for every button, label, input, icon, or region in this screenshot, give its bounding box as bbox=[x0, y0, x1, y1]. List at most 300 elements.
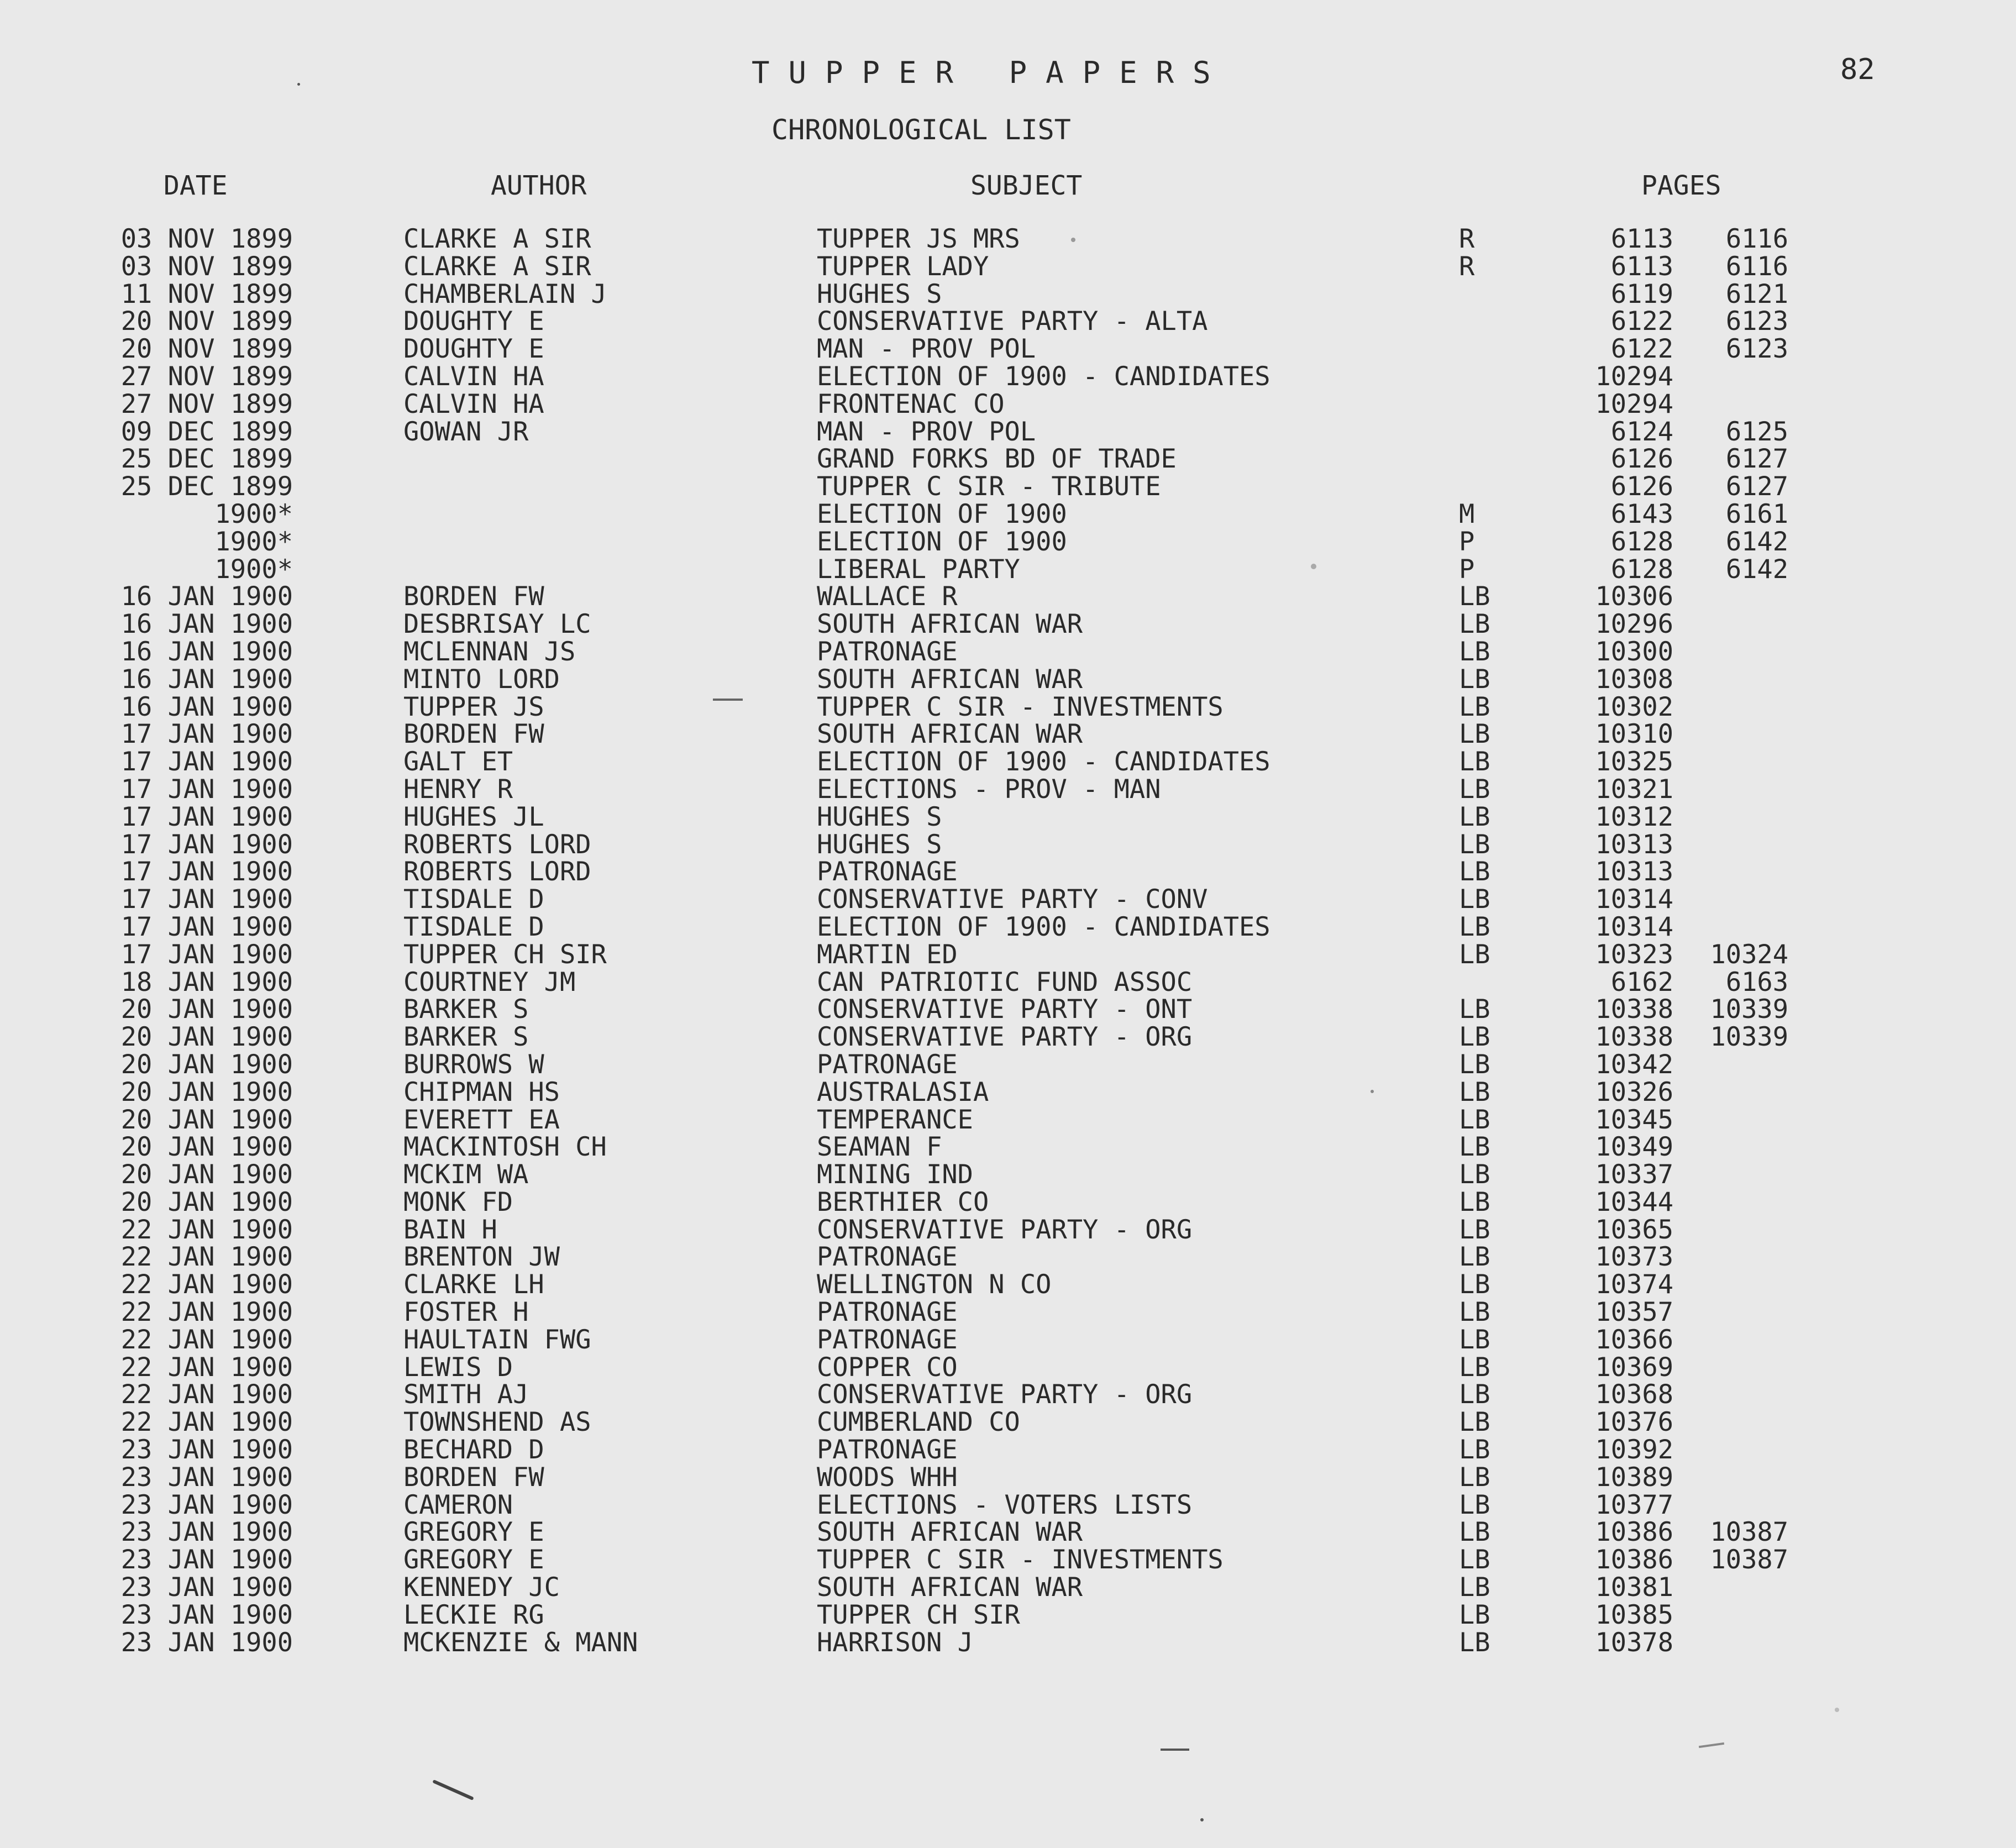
entry-date: 22 JAN 1900 bbox=[120, 1379, 293, 1410]
list-row bbox=[0, 556, 2016, 584]
entry-author: CHIPMAN HS bbox=[403, 1077, 560, 1107]
scan-speck bbox=[1071, 238, 1075, 242]
entry-subject: SOUTH AFRICAN WAR bbox=[817, 609, 1083, 640]
entry-date: 16 JAN 1900 bbox=[120, 636, 293, 667]
entry-date: 16 JAN 1900 bbox=[120, 691, 293, 722]
entry-page-start: 10366 bbox=[1595, 1324, 1673, 1355]
entry-page-start: 10357 bbox=[1595, 1297, 1673, 1328]
entry-subject: WOODS WHH bbox=[817, 1462, 958, 1493]
entry-subject: ELECTION OF 1900 bbox=[817, 526, 1067, 557]
entry-date: 17 JAN 1900 bbox=[120, 911, 293, 942]
document-title: TUPPER PAPERS bbox=[752, 55, 1230, 90]
list-row bbox=[0, 1051, 2016, 1079]
entry-author: TUPPER CH SIR bbox=[403, 939, 607, 970]
entry-code: LB bbox=[1459, 1049, 1490, 1080]
entry-page-start: 10294 bbox=[1595, 361, 1673, 392]
list-row bbox=[0, 666, 2016, 694]
entry-page-start: 6126 bbox=[1610, 471, 1673, 502]
list-row bbox=[0, 1299, 2016, 1326]
entry-code: LB bbox=[1459, 911, 1490, 942]
list-row bbox=[0, 1161, 2016, 1189]
list-row bbox=[0, 611, 2016, 638]
entry-page-start: 6119 bbox=[1610, 279, 1673, 309]
column-header-subject: SUBJECT bbox=[970, 170, 1083, 201]
entry-page-start: 10323 bbox=[1595, 939, 1673, 970]
entry-code: LB bbox=[1459, 719, 1490, 750]
entry-page-end: 6127 bbox=[1725, 444, 1788, 475]
entry-code: LB bbox=[1459, 636, 1490, 667]
entry-code: LB bbox=[1459, 1077, 1490, 1107]
list-row bbox=[0, 858, 2016, 886]
entry-page-start: 10325 bbox=[1595, 747, 1673, 778]
entry-page-end: 6163 bbox=[1725, 967, 1788, 998]
entry-subject: TUPPER C SIR - INVESTMENTS bbox=[817, 1545, 1224, 1576]
entry-subject: ELECTION OF 1900 bbox=[817, 498, 1067, 529]
entry-subject: TEMPERANCE bbox=[817, 1104, 973, 1135]
entry-code: LB bbox=[1459, 1352, 1490, 1383]
entry-page-start: 6122 bbox=[1610, 306, 1673, 337]
entry-author: LEWIS D bbox=[403, 1352, 513, 1383]
entry-subject: GRAND FORKS BD OF TRADE bbox=[817, 444, 1177, 475]
entry-date: 16 JAN 1900 bbox=[120, 664, 293, 695]
entry-author: MONK FD bbox=[403, 1186, 513, 1217]
entry-date: 23 JAN 1900 bbox=[120, 1489, 293, 1520]
list-row bbox=[0, 941, 2016, 969]
entry-code: LB bbox=[1459, 801, 1490, 832]
entry-code: LB bbox=[1459, 1132, 1490, 1163]
entry-page-start: 6128 bbox=[1610, 526, 1673, 557]
entry-page-start: 10342 bbox=[1595, 1049, 1673, 1080]
entry-author: FOSTER H bbox=[403, 1297, 529, 1328]
entry-code: LB bbox=[1459, 1572, 1490, 1603]
entry-subject: ELECTIONS - PROV - MAN bbox=[817, 774, 1161, 805]
entry-page-start: 10338 bbox=[1595, 994, 1673, 1025]
entry-page-start: 10374 bbox=[1595, 1269, 1673, 1300]
entry-code: LB bbox=[1459, 1627, 1490, 1658]
entry-page-end: 6123 bbox=[1725, 334, 1788, 365]
entry-subject: FRONTENAC CO bbox=[817, 389, 1005, 419]
entry-author: KENNEDY JC bbox=[403, 1572, 560, 1603]
entry-subject: PATRONAGE bbox=[817, 1242, 958, 1273]
entry-code: LB bbox=[1459, 1379, 1490, 1410]
entry-author: MACKINTOSH CH bbox=[403, 1132, 607, 1163]
entry-date: 20 JAN 1900 bbox=[120, 994, 293, 1025]
entry-date: 1900* bbox=[214, 554, 293, 585]
list-row bbox=[0, 831, 2016, 859]
entry-subject: TUPPER C SIR - INVESTMENTS bbox=[817, 691, 1224, 722]
list-row bbox=[0, 1186, 2016, 1217]
entry-subject: PATRONAGE bbox=[817, 1049, 958, 1080]
entry-code: LB bbox=[1459, 1489, 1490, 1520]
entry-subject: SOUTH AFRICAN WAR bbox=[817, 719, 1083, 750]
entry-date: 20 JAN 1900 bbox=[120, 1132, 293, 1163]
list-row bbox=[0, 1489, 2016, 1520]
entry-page-start: 10294 bbox=[1595, 389, 1673, 419]
entry-date: 22 JAN 1900 bbox=[120, 1214, 293, 1245]
entry-subject: CONSERVATIVE PARTY - ORG bbox=[817, 1022, 1193, 1053]
entry-author: HUGHES JL bbox=[403, 801, 544, 832]
entry-subject: SOUTH AFRICAN WAR bbox=[817, 1572, 1083, 1603]
entry-author: BARKER S bbox=[403, 1022, 529, 1053]
entry-date: 1900* bbox=[214, 498, 293, 529]
entry-author: GOWAN JR bbox=[403, 416, 529, 447]
entry-subject: WALLACE R bbox=[817, 581, 958, 612]
entry-code: LB bbox=[1459, 1324, 1490, 1355]
page-number: 82 bbox=[1840, 53, 1875, 86]
entry-date: 16 JAN 1900 bbox=[120, 581, 293, 612]
entry-author: CLARKE A SIR bbox=[403, 224, 591, 254]
entry-page-start: 6126 bbox=[1610, 444, 1673, 475]
entry-subject: MAN - PROV POL bbox=[817, 334, 1036, 365]
entry-page-end: 6127 bbox=[1725, 471, 1788, 502]
entry-author: CLARKE LH bbox=[403, 1269, 544, 1300]
list-row bbox=[0, 1519, 2016, 1546]
entry-code: LB bbox=[1459, 1517, 1490, 1548]
entry-author: COURTNEY JM bbox=[403, 967, 576, 998]
entry-date: 17 JAN 1900 bbox=[120, 719, 293, 750]
entry-page-start: 10389 bbox=[1595, 1462, 1673, 1493]
entry-subject: TUPPER JS MRS bbox=[817, 224, 1020, 254]
entry-subject: PATRONAGE bbox=[817, 1297, 958, 1328]
entry-page-start: 10314 bbox=[1595, 911, 1673, 942]
entry-code: LB bbox=[1459, 1242, 1490, 1273]
entry-page-start: 10365 bbox=[1595, 1214, 1673, 1245]
entry-author: CLARKE A SIR bbox=[403, 251, 591, 282]
list-row bbox=[0, 308, 2016, 335]
entry-author: TOWNSHEND AS bbox=[403, 1407, 591, 1438]
list-row bbox=[0, 1464, 2016, 1492]
entry-page-start: 10345 bbox=[1595, 1104, 1673, 1135]
entry-page-end: 6161 bbox=[1725, 498, 1788, 529]
scan-mark bbox=[713, 699, 743, 701]
scan-speck bbox=[1371, 1090, 1374, 1093]
entry-author: LECKIE RG bbox=[403, 1599, 544, 1630]
entry-subject: SOUTH AFRICAN WAR bbox=[817, 664, 1083, 695]
list-row bbox=[0, 253, 2016, 281]
scan-mark bbox=[1699, 1742, 1724, 1748]
list-row bbox=[0, 996, 2016, 1023]
scan-speck bbox=[1200, 1818, 1204, 1821]
column-header-pages: PAGES bbox=[1641, 170, 1721, 201]
list-row bbox=[0, 498, 2016, 529]
list-row bbox=[0, 969, 2016, 996]
entry-date: 27 NOV 1899 bbox=[120, 389, 293, 419]
entry-page-start: 10377 bbox=[1595, 1489, 1673, 1520]
entry-subject: LIBERAL PARTY bbox=[817, 554, 1020, 585]
entry-date: 20 JAN 1900 bbox=[120, 1186, 293, 1217]
entry-code: LB bbox=[1459, 747, 1490, 778]
entry-code: LB bbox=[1459, 1186, 1490, 1217]
entry-page-end: 6125 bbox=[1725, 416, 1788, 447]
entry-page-start: 10386 bbox=[1595, 1517, 1673, 1548]
entry-author: HENRY R bbox=[403, 774, 513, 805]
list-row bbox=[0, 886, 2016, 914]
entry-subject: ELECTION OF 1900 - CANDIDATES bbox=[817, 747, 1271, 778]
entry-author: CHAMBERLAIN J bbox=[403, 279, 607, 309]
entry-author: GREGORY E bbox=[403, 1517, 544, 1548]
entry-page-start: 10392 bbox=[1595, 1435, 1673, 1466]
entry-code: LB bbox=[1459, 884, 1490, 915]
entry-date: 03 NOV 1899 bbox=[120, 251, 293, 282]
entry-subject: CONSERVATIVE PARTY - ORG bbox=[817, 1214, 1193, 1245]
list-row bbox=[0, 1546, 2016, 1574]
entry-code: P bbox=[1459, 554, 1475, 585]
entry-author: BORDEN FW bbox=[403, 719, 544, 750]
entry-page-end: 10339 bbox=[1710, 994, 1788, 1025]
entry-subject: ELECTION OF 1900 - CANDIDATES bbox=[817, 361, 1271, 392]
entry-page-start: 10308 bbox=[1595, 664, 1673, 695]
list-row bbox=[0, 1243, 2016, 1271]
entry-code: R bbox=[1459, 224, 1475, 254]
entry-author: SMITH AJ bbox=[403, 1379, 529, 1410]
entry-page-start: 6113 bbox=[1610, 251, 1673, 282]
entry-subject: COPPER CO bbox=[817, 1352, 958, 1383]
entry-page-start: 10313 bbox=[1595, 829, 1673, 860]
entry-date: 20 NOV 1899 bbox=[120, 306, 293, 337]
entry-page-start: 10373 bbox=[1595, 1242, 1673, 1273]
entry-page-end: 6142 bbox=[1725, 554, 1788, 585]
entry-code: M bbox=[1459, 498, 1475, 529]
entry-page-start: 10314 bbox=[1595, 884, 1673, 915]
entry-page-end: 10387 bbox=[1710, 1517, 1788, 1548]
entry-author: BORDEN FW bbox=[403, 581, 544, 612]
entry-subject: BERTHIER CO bbox=[817, 1186, 989, 1217]
entry-date: 22 JAN 1900 bbox=[120, 1324, 293, 1355]
entry-page-end: 10324 bbox=[1710, 939, 1788, 970]
list-row bbox=[0, 225, 2016, 253]
entry-author: TUPPER JS bbox=[403, 691, 544, 722]
entry-subject: HUGHES S bbox=[817, 829, 942, 860]
entry-author: MINTO LORD bbox=[403, 664, 560, 695]
entry-subject: SOUTH AFRICAN WAR bbox=[817, 1517, 1083, 1548]
entry-page-start: 6124 bbox=[1610, 416, 1673, 447]
scan-speck bbox=[1835, 1708, 1839, 1712]
entry-code: LB bbox=[1459, 691, 1490, 722]
entry-date: 22 JAN 1900 bbox=[120, 1269, 293, 1300]
entry-subject: TUPPER CH SIR bbox=[817, 1599, 1020, 1630]
entry-date: 25 DEC 1899 bbox=[120, 444, 293, 475]
entry-code: LB bbox=[1459, 1104, 1490, 1135]
entry-page-start: 10326 bbox=[1595, 1077, 1673, 1107]
entry-subject: HUGHES S bbox=[817, 279, 942, 309]
entry-page-end: 6123 bbox=[1725, 306, 1788, 337]
entry-author: TISDALE D bbox=[403, 911, 544, 942]
entry-page-start: 6143 bbox=[1610, 498, 1673, 529]
entry-author: BURROWS W bbox=[403, 1049, 544, 1080]
list-row bbox=[0, 418, 2016, 446]
entry-date: 25 DEC 1899 bbox=[120, 471, 293, 502]
entry-page-start: 10369 bbox=[1595, 1352, 1673, 1383]
entry-page-start: 10321 bbox=[1595, 774, 1673, 805]
entry-author: DOUGHTY E bbox=[403, 334, 544, 365]
entry-code: LB bbox=[1459, 1214, 1490, 1245]
list-row bbox=[0, 1409, 2016, 1436]
entry-subject: CAN PATRIOTIC FUND ASSOC bbox=[817, 967, 1193, 998]
entry-code: LB bbox=[1459, 664, 1490, 695]
entry-date: 23 JAN 1900 bbox=[120, 1627, 293, 1658]
entry-subject: CUMBERLAND CO bbox=[817, 1407, 1020, 1438]
entry-subject: PATRONAGE bbox=[817, 857, 958, 888]
entry-date: 20 NOV 1899 bbox=[120, 334, 293, 365]
entry-date: 03 NOV 1899 bbox=[120, 224, 293, 254]
entry-author: CAMERON bbox=[403, 1489, 513, 1520]
scan-speck bbox=[1311, 564, 1316, 569]
list-row bbox=[0, 335, 2016, 363]
entry-author: CALVIN HA bbox=[403, 389, 544, 419]
list-row bbox=[0, 801, 2016, 832]
entry-subject: ELECTIONS - VOTERS LISTS bbox=[817, 1489, 1193, 1520]
list-row bbox=[0, 445, 2016, 473]
list-row bbox=[0, 1381, 2016, 1409]
entry-subject: HARRISON J bbox=[817, 1627, 973, 1658]
entry-page-start: 10378 bbox=[1595, 1627, 1673, 1658]
entry-date: 23 JAN 1900 bbox=[120, 1435, 293, 1466]
entry-page-start: 10296 bbox=[1595, 609, 1673, 640]
entry-page-end: 10387 bbox=[1710, 1545, 1788, 1576]
entry-author: ROBERTS LORD bbox=[403, 829, 591, 860]
entry-subject: TUPPER LADY bbox=[817, 251, 989, 282]
entry-date: 17 JAN 1900 bbox=[120, 774, 293, 805]
entry-code: LB bbox=[1459, 994, 1490, 1025]
entry-date: 20 JAN 1900 bbox=[120, 1022, 293, 1053]
entry-code: LB bbox=[1459, 939, 1490, 970]
list-row bbox=[0, 363, 2016, 391]
entry-author: MCKIM WA bbox=[403, 1159, 529, 1190]
entry-date: 27 NOV 1899 bbox=[120, 361, 293, 392]
entry-author: DOUGHTY E bbox=[403, 306, 544, 337]
list-row bbox=[0, 911, 2016, 942]
list-row bbox=[0, 528, 2016, 556]
document-subtitle: CHRONOLOGICAL LIST bbox=[771, 114, 1071, 146]
entry-page-end: 6121 bbox=[1725, 279, 1788, 309]
list-row bbox=[0, 391, 2016, 418]
entry-code: LB bbox=[1459, 1269, 1490, 1300]
list-row bbox=[0, 1599, 2016, 1630]
list-row bbox=[0, 748, 2016, 776]
entry-author: GALT ET bbox=[403, 747, 513, 778]
entry-date: 20 JAN 1900 bbox=[120, 1049, 293, 1080]
entry-page-start: 10313 bbox=[1595, 857, 1673, 888]
list-row bbox=[0, 1354, 2016, 1382]
entry-date: 22 JAN 1900 bbox=[120, 1352, 293, 1383]
entry-author: BECHARD D bbox=[403, 1435, 544, 1466]
entry-date: 17 JAN 1900 bbox=[120, 801, 293, 832]
entry-code: LB bbox=[1459, 857, 1490, 888]
scan-mark bbox=[1161, 1749, 1189, 1751]
list-row bbox=[0, 473, 2016, 501]
entry-page-end: 6116 bbox=[1725, 251, 1788, 282]
entry-page-start: 6113 bbox=[1610, 224, 1673, 254]
entry-code: R bbox=[1459, 251, 1475, 282]
entry-page-start: 10312 bbox=[1595, 801, 1673, 832]
list-row bbox=[0, 583, 2016, 611]
entry-code: LB bbox=[1459, 1022, 1490, 1053]
list-row bbox=[0, 638, 2016, 666]
list-row bbox=[0, 691, 2016, 722]
entry-author: EVERETT EA bbox=[403, 1104, 560, 1135]
entry-code: LB bbox=[1459, 1462, 1490, 1493]
list-row bbox=[0, 1023, 2016, 1051]
column-header-author: AUTHOR bbox=[491, 170, 587, 201]
entry-code: P bbox=[1459, 526, 1475, 557]
entry-page-start: 10338 bbox=[1595, 1022, 1673, 1053]
entry-date: 11 NOV 1899 bbox=[120, 279, 293, 309]
entry-date: 20 JAN 1900 bbox=[120, 1077, 293, 1107]
entry-code: LB bbox=[1459, 609, 1490, 640]
list-row bbox=[0, 1106, 2016, 1134]
entry-date: 17 JAN 1900 bbox=[120, 939, 293, 970]
entry-code: LB bbox=[1459, 829, 1490, 860]
entry-page-start: 10385 bbox=[1595, 1599, 1673, 1630]
entry-author: TISDALE D bbox=[403, 884, 544, 915]
list-row bbox=[0, 281, 2016, 308]
entry-author: BARKER S bbox=[403, 994, 529, 1025]
entry-page-start: 10337 bbox=[1595, 1159, 1673, 1190]
entry-subject: SEAMAN F bbox=[817, 1132, 942, 1163]
entry-date: 20 JAN 1900 bbox=[120, 1159, 293, 1190]
entry-date: 23 JAN 1900 bbox=[120, 1572, 293, 1603]
entry-date: 23 JAN 1900 bbox=[120, 1462, 293, 1493]
entry-date: 09 DEC 1899 bbox=[120, 416, 293, 447]
entry-subject: CONSERVATIVE PARTY - ALTA bbox=[817, 306, 1208, 337]
list-row bbox=[0, 1629, 2016, 1657]
list-row bbox=[0, 1133, 2016, 1161]
entry-author: BORDEN FW bbox=[403, 1462, 544, 1493]
entry-page-start: 10381 bbox=[1595, 1572, 1673, 1603]
entry-author: HAULTAIN FWG bbox=[403, 1324, 591, 1355]
entry-subject: CONSERVATIVE PARTY - ONT bbox=[817, 994, 1193, 1025]
entry-date: 23 JAN 1900 bbox=[120, 1517, 293, 1548]
list-row bbox=[0, 721, 2016, 748]
entry-author: BRENTON JW bbox=[403, 1242, 560, 1273]
entry-subject: ELECTION OF 1900 - CANDIDATES bbox=[817, 911, 1271, 942]
entry-code: LB bbox=[1459, 1435, 1490, 1466]
entry-date: 20 JAN 1900 bbox=[120, 1104, 293, 1135]
entry-page-start: 10302 bbox=[1595, 691, 1673, 722]
entry-code: LB bbox=[1459, 581, 1490, 612]
entry-page-start: 10349 bbox=[1595, 1132, 1673, 1163]
entry-page-start: 6128 bbox=[1610, 554, 1673, 585]
entry-page-end: 6116 bbox=[1725, 224, 1788, 254]
entry-author: CALVIN HA bbox=[403, 361, 544, 392]
entry-code: LB bbox=[1459, 1545, 1490, 1576]
entry-subject: PATRONAGE bbox=[817, 1324, 958, 1355]
entry-author: DESBRISAY LC bbox=[403, 609, 591, 640]
entry-subject: PATRONAGE bbox=[817, 1435, 958, 1466]
entry-date: 17 JAN 1900 bbox=[120, 857, 293, 888]
list-row bbox=[0, 1436, 2016, 1464]
list-row bbox=[0, 1326, 2016, 1354]
entry-subject: WELLINGTON N CO bbox=[817, 1269, 1052, 1300]
entry-date: 23 JAN 1900 bbox=[120, 1599, 293, 1630]
entry-code: LB bbox=[1459, 1159, 1490, 1190]
entry-page-start: 6122 bbox=[1610, 334, 1673, 365]
list-row bbox=[0, 1271, 2016, 1299]
scan-speck bbox=[297, 83, 300, 86]
list-row bbox=[0, 776, 2016, 804]
entry-page-start: 10310 bbox=[1595, 719, 1673, 750]
entry-date: 22 JAN 1900 bbox=[120, 1242, 293, 1273]
entry-page-start: 10368 bbox=[1595, 1379, 1673, 1410]
entry-page-start: 10376 bbox=[1595, 1407, 1673, 1438]
entry-page-start: 10300 bbox=[1595, 636, 1673, 667]
entry-code: LB bbox=[1459, 1599, 1490, 1630]
entry-code: LB bbox=[1459, 1407, 1490, 1438]
entry-date: 22 JAN 1900 bbox=[120, 1407, 293, 1438]
entry-subject: HUGHES S bbox=[817, 801, 942, 832]
entry-date: 18 JAN 1900 bbox=[120, 967, 293, 998]
entry-subject: AUSTRALASIA bbox=[817, 1077, 989, 1107]
